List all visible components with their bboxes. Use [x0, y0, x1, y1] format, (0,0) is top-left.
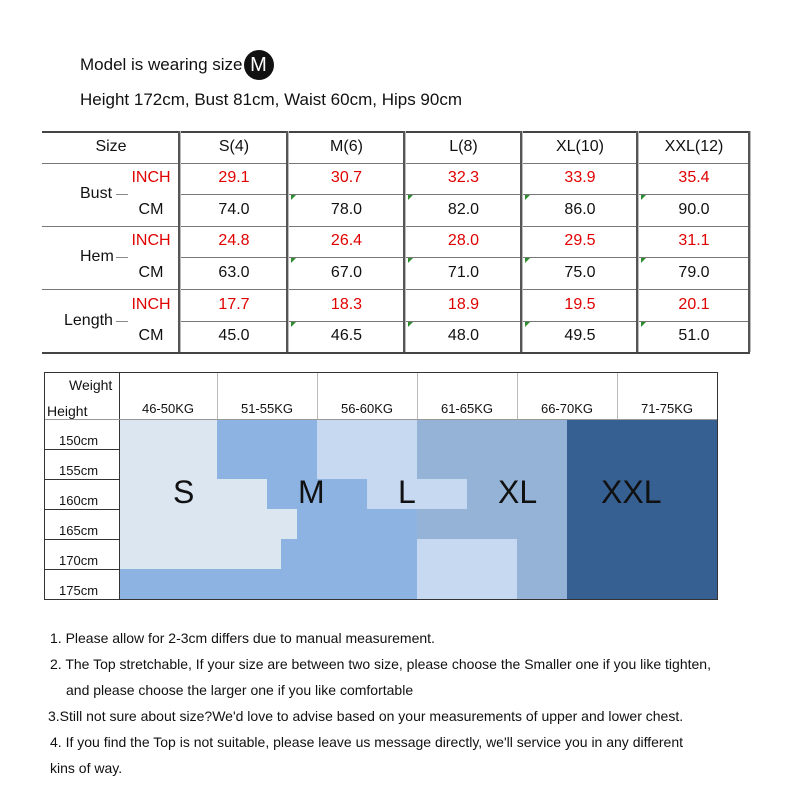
cell-marker — [291, 195, 296, 200]
note-4-continued: kins of way. — [50, 760, 123, 776]
cell-marker — [291, 322, 296, 327]
size-header-label: Size — [95, 137, 127, 155]
measurement-cell: 71.0 — [447, 263, 480, 281]
measurement-cell: 18.3 — [330, 295, 363, 313]
group-bracket — [116, 194, 128, 195]
size-zone-m — [119, 569, 417, 599]
measurement-cell: 19.5 — [564, 295, 596, 313]
model-size-line — [80, 50, 462, 80]
chart-grid-line — [45, 539, 119, 540]
height-value-label: 155cm — [59, 463, 99, 478]
cell-marker — [525, 322, 530, 327]
size-header-cell: M(6) — [330, 137, 363, 155]
cell-marker — [291, 258, 296, 263]
size-zone-l — [367, 479, 467, 509]
height-value-label: 150cm — [59, 433, 99, 448]
size-zone-label: S — [173, 474, 195, 510]
model-wearing-text: Model is wearing size — [80, 55, 243, 74]
measurement-cell: 78.0 — [330, 200, 363, 218]
measurement-cell: 75.0 — [564, 263, 596, 281]
unit-label-inch: INCH — [131, 232, 171, 250]
measurement-cell: 33.9 — [564, 169, 596, 187]
column-divider — [748, 131, 750, 352]
measurement-group-label: Length — [64, 311, 113, 329]
unit-label-inch: INCH — [131, 169, 171, 187]
model-size-badge: M — [244, 50, 274, 80]
cell-marker — [408, 258, 413, 263]
size-zone-l — [317, 419, 417, 479]
measurement-cell: 49.5 — [564, 327, 596, 345]
note-3: 3.Still not sure about size?We'd love to advise based on your measurements of upper and lower chest. — [48, 708, 684, 724]
size-row-inch — [42, 226, 750, 257]
weight-height-chart — [44, 372, 718, 600]
measurement-cell: 63.0 — [218, 263, 250, 281]
size-zone-label: M — [298, 474, 325, 510]
measurement-cell: 48.0 — [447, 327, 480, 345]
group-bracket — [116, 321, 128, 322]
unit-label-cm: CM — [138, 200, 164, 218]
row-divider — [180, 321, 750, 322]
measurement-cell: 67.0 — [330, 263, 363, 281]
size-zone-s — [217, 539, 281, 569]
chart-grid-line — [45, 509, 119, 510]
table-border — [42, 131, 750, 133]
size-chart-table — [42, 131, 750, 352]
measurement-cell: 17.7 — [218, 295, 250, 313]
group-bracket — [116, 257, 128, 258]
unit-label-cm: CM — [138, 327, 164, 345]
size-zone-m — [297, 509, 417, 539]
chart-grid-line — [45, 419, 717, 420]
size-header-cell: XXL(12) — [664, 137, 724, 155]
size-zone-m — [281, 539, 417, 569]
measurement-cell: 28.0 — [447, 232, 480, 250]
size-zone-l — [417, 539, 517, 599]
measurement-group-label: Bust — [80, 185, 113, 203]
note-2-continued: and please choose the larger one if you like comfortable — [66, 682, 414, 698]
size-zone-label: XL — [498, 474, 538, 510]
weight-range-label: 51-55KG — [240, 401, 294, 416]
size-row-inch — [42, 163, 750, 194]
column-divider — [520, 131, 522, 352]
chart-grid-line — [45, 449, 119, 450]
cell-marker — [641, 195, 646, 200]
measurement-cell: 30.7 — [330, 169, 363, 187]
weight-range-label: 66-70KG — [540, 401, 594, 416]
weight-range-label: 46-50KG — [141, 401, 195, 416]
measurement-cell: 31.1 — [678, 232, 710, 250]
measurement-cell: 79.0 — [678, 263, 710, 281]
measurement-cell: 32.3 — [447, 169, 480, 187]
column-divider — [286, 131, 288, 352]
measurement-cell: 35.4 — [678, 169, 710, 187]
measurement-cell: 86.0 — [564, 200, 596, 218]
column-divider — [178, 131, 180, 352]
measurement-cell: 82.0 — [447, 200, 480, 218]
size-row-cm — [42, 321, 750, 352]
note-2: 2. The Top stretchable, If your size are between two size, please choose the Smaller one if you like tighten, — [50, 656, 711, 672]
chart-grid-line — [45, 569, 119, 570]
size-zone-s — [217, 509, 297, 539]
size-row-cm — [42, 194, 750, 225]
size-header-cell: L(8) — [449, 137, 478, 155]
table-border — [42, 289, 750, 290]
measurement-cell: 46.5 — [330, 327, 363, 345]
note-1: 1. Please allow for 2-3cm differs due to manual measurement. — [50, 630, 435, 646]
model-measurements: Height 172cm, Bust 81cm, Waist 60cm, Hips 90cm — [80, 90, 463, 109]
size-zone-label: XXL — [601, 474, 662, 510]
model-info — [80, 50, 462, 110]
table-border — [42, 352, 750, 354]
weight-range-label: 61-65KG — [440, 401, 494, 416]
measurement-cell: 26.4 — [330, 232, 363, 250]
height-value-label: 160cm — [59, 493, 99, 508]
cell-marker — [408, 195, 413, 200]
measurement-cell: 51.0 — [678, 327, 710, 345]
note-4: 4. If you find the Top is not suitable, please leave us message directly, we'll service you in any different — [50, 734, 684, 750]
measurement-group-label: Hem — [80, 248, 114, 266]
unit-label-cm: CM — [138, 263, 164, 281]
weight-range-label: 71-75KG — [640, 401, 694, 416]
cell-marker — [641, 258, 646, 263]
height-axis-label: Height — [47, 403, 88, 419]
measurement-cell: 74.0 — [218, 200, 250, 218]
column-divider — [403, 131, 405, 352]
measurement-cell: 24.8 — [218, 232, 250, 250]
size-zone-s — [217, 479, 267, 509]
height-value-label: 170cm — [59, 553, 99, 568]
measurement-cell: 29.5 — [564, 232, 596, 250]
size-header-cell: S(4) — [218, 137, 250, 155]
measurement-cell: 90.0 — [678, 200, 710, 218]
unit-label-inch: INCH — [131, 295, 171, 313]
cell-marker — [525, 195, 530, 200]
cell-marker — [525, 258, 530, 263]
size-zone-m — [217, 419, 317, 479]
height-value-label: 165cm — [59, 523, 99, 538]
size-zone-s — [119, 419, 217, 569]
table-border — [42, 163, 750, 164]
weight-axis-label: Weight — [69, 377, 113, 393]
cell-marker — [408, 322, 413, 327]
row-divider — [180, 257, 750, 258]
size-row-cm — [42, 257, 750, 288]
cell-marker — [641, 322, 646, 327]
measurement-cell: 29.1 — [218, 169, 250, 187]
size-notes — [50, 625, 770, 781]
height-value-label: 175cm — [59, 583, 99, 598]
weight-range-label: 56-60KG — [340, 401, 394, 416]
chart-grid-line — [45, 479, 119, 480]
size-row-inch — [42, 289, 750, 320]
row-divider — [180, 194, 750, 195]
size-zone-label: L — [398, 474, 416, 510]
size-header-cell: XL(10) — [555, 137, 605, 155]
size-header-row — [42, 131, 750, 162]
measurement-cell: 18.9 — [447, 295, 480, 313]
table-border — [42, 226, 750, 227]
measurement-cell: 20.1 — [678, 295, 710, 313]
measurement-cell: 45.0 — [218, 327, 250, 345]
column-divider — [636, 131, 638, 352]
